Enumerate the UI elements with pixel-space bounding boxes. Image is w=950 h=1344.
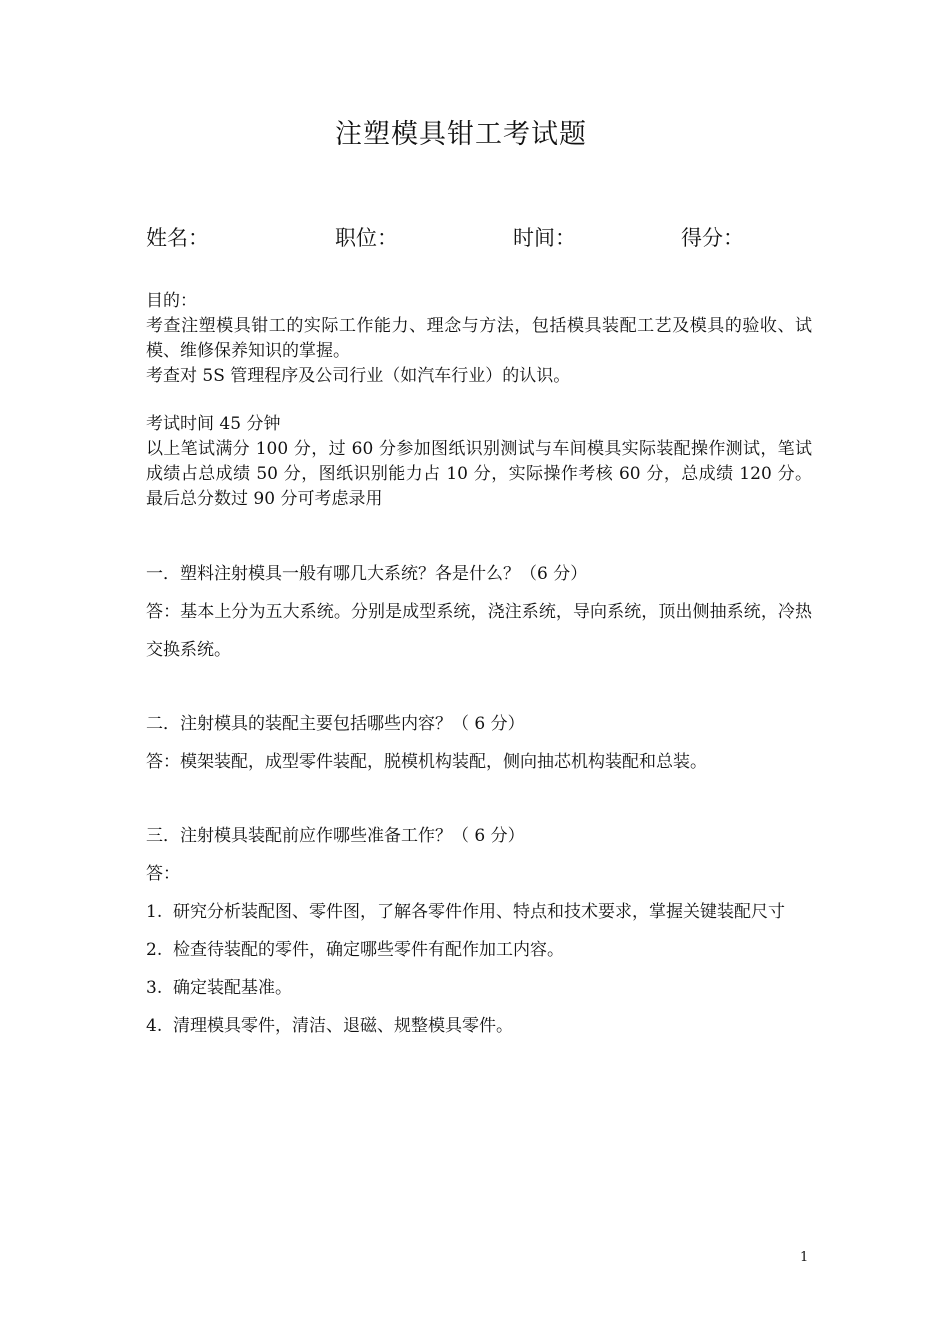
question-3: 三．注射模具装配前应作哪些准备工作？（ 6 分） — [146, 826, 525, 846]
answer-1: 答：基本上分为五大系统。分别是成型系统，浇注系统，导向系统，顶出侧抽系统，冷热交换系统。 — [146, 602, 812, 660]
list-item-text: 检查待装配的零件，确定哪些零件有配作加工内容。 — [173, 940, 564, 960]
candidate-info-fields — [146, 222, 826, 252]
page-number: 1 — [800, 1250, 809, 1265]
question-1-block — [146, 555, 812, 669]
time-field-label: 时间： — [513, 226, 576, 250]
list-number: 2. — [146, 940, 163, 960]
question-2-block — [146, 705, 812, 781]
name-field-label: 姓名： — [146, 226, 209, 250]
list-item-text: 研究分析装配图、零件图，了解各零件作用、特点和技术要求，掌握关键装配尺寸 — [173, 902, 785, 922]
question-3-block — [146, 817, 812, 1045]
answer-3-item-3 — [146, 969, 812, 1007]
list-number: 1. — [146, 902, 163, 922]
list-item-text: 确定装配基准。 — [173, 978, 292, 998]
list-number: 4. — [146, 1016, 163, 1036]
exam-info-section — [146, 412, 812, 512]
answer-3-item-1 — [146, 893, 812, 931]
question-2: 二．注射模具的装配主要包括哪些内容？（ 6 分） — [146, 714, 525, 734]
document-title: 注塑模具钳工考试题 — [335, 119, 587, 150]
purpose-line-1: 考查注塑模具钳工的实际工作能力、理念与方法，包括模具装配工艺及模具的验收、试模、维修保养知识的掌握。 — [146, 316, 812, 361]
answer-3-label: 答： — [146, 864, 180, 884]
purpose-line-2: 考查对 5S 管理程序及公司行业（如汽车行业）的认识。 — [146, 366, 571, 386]
position-field-label: 职位： — [335, 226, 398, 250]
question-1: 一．塑料注射模具一般有哪几大系统？各是什么？（6 分） — [146, 564, 588, 584]
exam-details: 以上笔试满分 100 分，过 60 分参加图纸识别测试与车间模具实际装配操作测试，笔试成绩占总成绩 50 分，图纸识别能力占 10 分，实际操作考核 60 分，总成绩 120 分。最后总分数过 90 分可考虑录用 — [146, 439, 812, 509]
list-number: 3. — [146, 978, 163, 998]
answer-3-item-4 — [146, 1007, 812, 1045]
list-item-text: 清理模具零件，清洁、退磁、规整模具零件。 — [173, 1016, 513, 1036]
exam-duration: 考试时间 45 分钟 — [146, 414, 281, 434]
answer-3-item-2 — [146, 931, 812, 969]
score-field-label: 得分： — [681, 226, 744, 250]
purpose-heading: 目的： — [146, 291, 197, 311]
purpose-section — [146, 289, 812, 389]
answer-2: 答：模架装配，成型零件装配，脱模机构装配，侧向抽芯机构装配和总装。 — [146, 752, 707, 772]
